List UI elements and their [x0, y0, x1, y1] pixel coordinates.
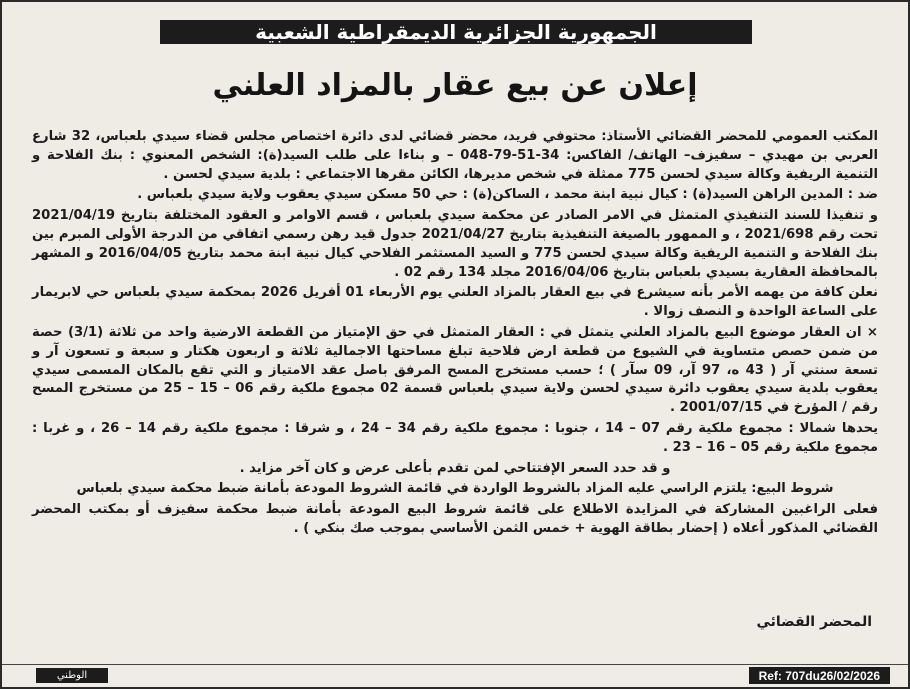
- paragraph-debtor: ضد : المدين الراهن السيد(ة) : كيال نبية ابنة محمد ، الساكن(ة) : حي 50 مسكن سيدي يعقوب ولاية سيدي بلعباس .: [137, 187, 878, 203]
- paragraph-property: × ان العقار موضوع البيع بالمزاد العلني يتمثل في : العقار المتمثل في حق الإمتياز من القطعة الارضية واحد من ثلاثة (3/1) حصة من ضمن حصص متساوية في الشيوع من قطعة ارض فلاحية تبلغ مساحتها الاجمالية ثلاثة و اربعون هكتار و سبعة و تسعون آر و تسعة سنتي آر ( 43 ه، 97 آر، 09 سآر ) ؛ حسب مستخرج المسح المرفق باصل عقد الامتياز و التي تقع بالمكان المسمى سيدي يعقوب بلدية سيدي يعقوب دائرة سيدي لحسن ولاية سيدي بلعباس قسمة 02 مجموع ملكية رقم 06 – 15 – 25 من مستخرج المسح رقم / المؤرخ في 2001/07/15 .: [32, 324, 879, 416]
- paragraph-boundaries: يحدها شمالا : مجموع ملكية رقم 07 – 14 ، جنوبا : مجموع ملكية رقم 34 – 24 ، و شرقا : مجموع ملكية رقم 14 – 26 ، و غربا : مجموع ملكية رقم 05 – 16 – 23 .: [32, 420, 879, 455]
- paragraph-participation: فعلى الراغبين المشاركة في المزايدة الاطلاع على قائمة شروط البيع المودعة بأمانة ضبط محكمة سفيزف أو بمكتب المحضر القضائي المذكور أعلاه ( إحضار بطاقة الهوية + خمس الثمن الأساسي بموجب صك بنكي ) .: [32, 502, 878, 536]
- paragraph-sale-conditions: شروط البيع: يلتزم الراسي عليه المزاد بالشروط الواردة في قائمة الشروط المودعة بأمانة ضبط محكمة سيدي بلعباس: [76, 481, 834, 497]
- paragraph-bailiff: المكتب العمومي للمحضر القضائي الأستاذ: محتوفي فريد، محضر قضائي لدى دائرة اختصاص مجلس قضاء سيدي بلعباس، 32 شارع العربي بن مهيدي – سفيزف– الهاتف/ الفاكس: 34-51-79-048 – و بناءا على طلب السيد(ة): الشخص المعنوي : بنك الفلاحة و التنمية الريفية وكالة سيدي لحسن 775 ممثلة في شخص مديرها، الكائن مقرها الاجتماعي : بلدية سيدي لحسن .: [32, 129, 878, 182]
- paragraph-enforcement: و تنفيذا للسند التنفيذي المتمثل في الامر الصادر عن محكمة سيدي بلعباس ، قسم الاوامر و العقود المختلفة بتاريخ 2021/04/19 تحت رقم 2021/698 ، و الممهور بالصيغة التنفيذية بتاريخ 2021/04/27 جدول قيد رهن رسمي اتفاقي من الدرجة الأولى المبرم بين بنك الفلاحة و التنمية الريفية وكالة سيدي لحسن 775 و السيد المستثمر الفلاحي كيال نبية ابنة محمد بتاريخ 2016/04/05 و المشهر بالمحافظة العقارية بسيدي بلعباس بتاريخ 2016/04/06 مجلد 134 رقم 02 .: [32, 208, 878, 280]
- newspaper-label: الوطني: [36, 668, 108, 683]
- republic-banner: الجمهورية الجزائرية الديمقراطية الشعبية: [160, 20, 752, 44]
- announcement-body: [32, 128, 878, 541]
- footer: [2, 664, 908, 687]
- reference-number: Ref: 707du26/02/2026: [749, 667, 890, 684]
- paragraph-sale-date: نعلن كافة من يهمه الأمر بأنه سيشرع في بيع العقار بالمزاد العلني يوم الأربعاء 01 أفريل 2026 بمحكمة سيدي بلعباس حي لابريمار على الساعة الواحدة و النصف زوالا .: [32, 285, 878, 320]
- announcement-title: إعلان عن بيع عقار بالمزاد العلني: [212, 68, 698, 103]
- paragraph-opening-price: و قد حدد السعر الإفتتاحي لمن تقدم بأعلى عرض و كان آخر مزايد .: [239, 460, 671, 476]
- signature: المحضر القضائي: [756, 614, 872, 630]
